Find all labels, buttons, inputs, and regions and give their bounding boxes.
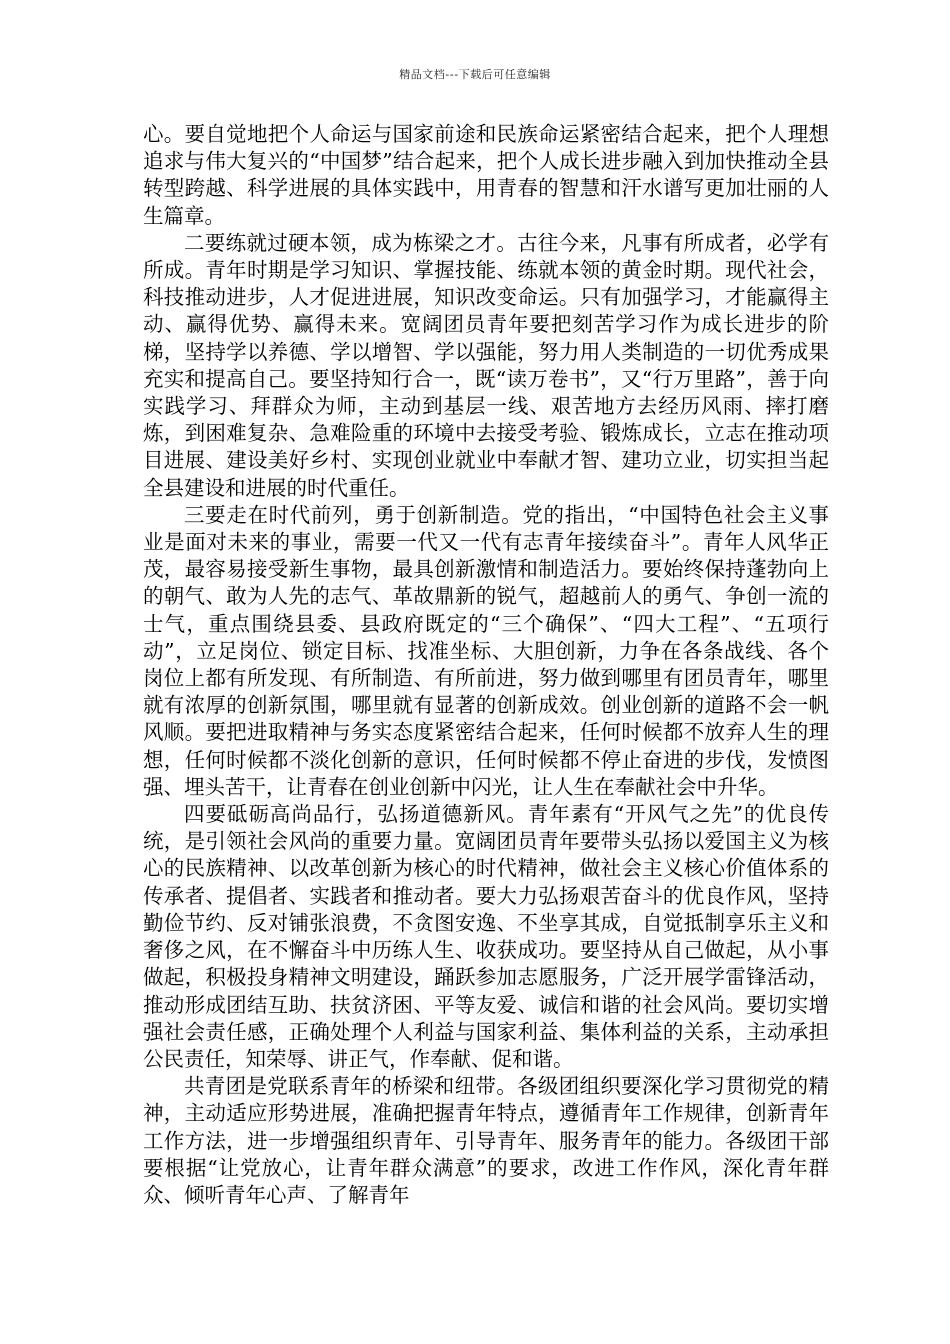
page-header: 精品文档---下载后可任意编辑 bbox=[399, 68, 551, 81]
paragraph-skills: 二要练就过硬本领，成为栋梁之才。古往今来，凡事有所成者，必学有所成。青年时期是学习知识、掌握技能、练就本领的黄金时期。现代社会，科技推动进步，人才促进进展，知识改变命运。只有加强学习，才能赢得主动、赢得优势、赢得未来。宽阔团员青年要把刻苦学习作为成长进步的阶梯，坚持学以养德、学以增智、学以强能，努力用人类制造的一切优秀成果充实和提高自己。要坚持知行合一，既“读万卷书”，又“行万里路”，善于向实践学习、拜群众为师，主动到基层一线、艰苦地方去经历风雨、摔打磨炼，到困难复杂、急难险重的环境中去接受考验、锻炼成长，立志在推动项目进展、建设美好乡村、实现创业就业中奉献才智、建功立业，切实担当起全县建设和进展的时代重任。 bbox=[143, 230, 829, 500]
paragraph-league: 共青团是党联系青年的桥梁和纽带。各级团组织要深化学习贯彻党的精神，主动适应形势进展，准确把握青年特点，遵循青年工作规律，创新青年工作方法，进一步增强组织青年、引导青年、服务青年的能力。各级团干部要根据“让党放心，让青年群众满意”的要求，改进工作作风，深化青年群众、倾听青年心声、了解青年 bbox=[143, 1074, 829, 1207]
paragraph-continuation: 心。要自觉地把个人命运与国家前途和民族命运紧密结合起来，把个人理想追求与伟大复兴的“中国梦”结合起来，把个人成长进步融入到加快推动全县转型跨越、科学进展的具体实践中，用青春的智慧和汗水谱写更加壮丽的人生篇章。 bbox=[143, 122, 829, 228]
paragraph-innovation: 三要走在时代前列，勇于创新制造。党的指出，“中国特色社会主义事业是面对未来的事业，需要一代又一代有志青年接续奋斗”。青年人风华正茂，最容易接受新生事物，最具创新激情和制造活力。要始终保持蓬勃向上的朝气、敢为人先的志气、革故鼎新的锐气，超越前人的勇气、争创一流的士气，重点围绕县委、县政府既定的“三个确保”、“四大工程”、“五项行动”，立足岗位、锁定目标、找准坐标、大胆创新，力争在各条战线、各个岗位上都有所发现、有所制造、有所前进，努力做到哪里有团员青年，哪里就有浓厚的创新氛围，哪里就有显著的创新成效。创业创新的道路不会一帆风顺。要把进取精神与务实态度紧密结合起来，任何时候都不放弃人生的理想，任何时候都不淡化创新的意识，任何时候都不停止奋进的步伐，发愤图强、埋头苦干，让青春在创业创新中闪光，让人生在奉献社会中升华。 bbox=[143, 502, 829, 799]
document-body bbox=[143, 121, 829, 1209]
paragraph-morality: 四要砥砺高尚品行，弘扬道德新风。青年素有“开风气之先”的优良传统，是引领社会风尚的重要力量。宽阔团员青年要带头弘扬以爱国主义为核心的民族精神、以改革创新为核心的时代精神，做社会主义核心价值体系的传承者、提倡者、实践者和推动者。要大力弘扬艰苦奋斗的优良作风，坚持勤俭节约、反对铺张浪费，不贪图安逸、不坐享其成，自觉抵制享乐主义和奢侈之风，在不懈奋斗中历练人生、收获成功。要坚持从自己做起，从小事做起，积极投身精神文明建设，踊跃参加志愿服务，广泛开展学雷锋活动，推动形成团结互助、扶贫济困、平等友爱、诚信和谐的社会风尚。要切实增强社会责任感，正确处理个人利益与国家利益、集体利益的关系，主动承担公民责任，知荣辱、讲正气，作奉献、促和谐。 bbox=[143, 802, 829, 1071]
